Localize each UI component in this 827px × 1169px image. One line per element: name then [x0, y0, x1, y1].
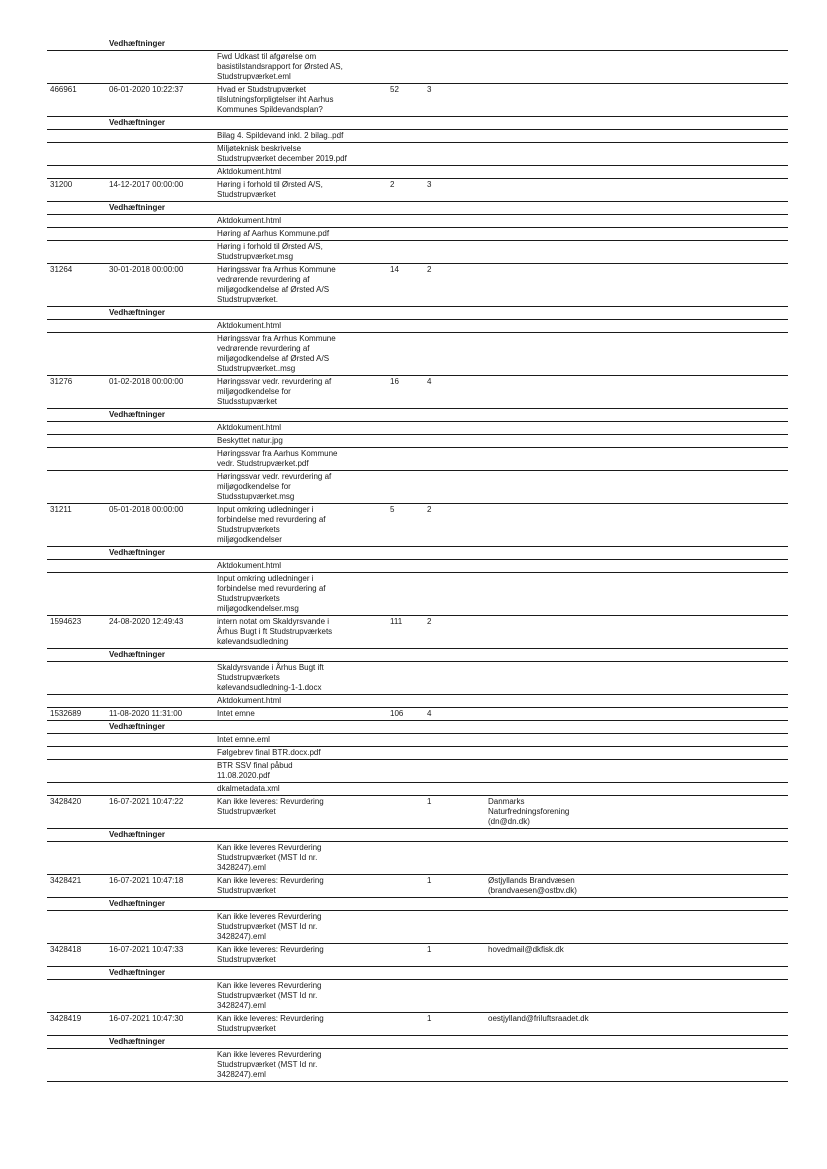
- record-page-count: 16: [390, 377, 399, 386]
- record-date: 06-01-2020 10:22:37: [109, 85, 184, 94]
- attachment-file-row: [47, 471, 788, 504]
- record-date: 14-12-2017 00:00:00: [109, 180, 184, 189]
- attachment-file-row: [47, 143, 788, 166]
- record-row: [47, 84, 788, 117]
- attachments-header-row: [47, 547, 788, 560]
- record-date: 01-02-2018 00:00:00: [109, 377, 184, 386]
- attachments-header-row: [47, 409, 788, 422]
- attachment-file-name: Høringssvar fra Arrhus Kommune vedrørende revurdering af miljøgodkendelse af Ørsted A/S Studstrupværket..msg: [217, 334, 336, 373]
- record-attachment-count: 3: [427, 85, 432, 94]
- record-id: 1594623: [50, 617, 82, 626]
- record-page-count: 111: [390, 617, 403, 626]
- attachments-label: Vedhæftninger: [109, 410, 166, 419]
- attachments-header-row: [47, 721, 788, 734]
- attachments-label: Vedhæftninger: [109, 118, 166, 127]
- attachment-file-name: Skaldyrsvande i Århus Bugt ift Studstrupværkets kølevandsudledning-1-1.docx: [217, 663, 324, 692]
- attachment-file-name: Aktdokument.html: [217, 216, 282, 225]
- attachment-file-row: [47, 241, 788, 264]
- attachments-label: Vedhæftninger: [109, 1037, 166, 1046]
- record-id: 31276: [50, 377, 73, 386]
- record-page-count: 106: [390, 709, 404, 718]
- record-date: 24-08-2020 12:49:43: [109, 617, 184, 626]
- attachments-label: Vedhæftninger: [109, 39, 166, 48]
- attachment-file-name: dkalmetadata.xml: [217, 784, 280, 793]
- record-id: 3428420: [50, 797, 82, 806]
- attachment-file-row: [47, 228, 788, 241]
- attachment-file-row: [47, 573, 788, 616]
- attachment-file-row: [47, 662, 788, 695]
- record-row: [47, 264, 788, 307]
- attachment-file-row: [47, 747, 788, 760]
- attachment-file-name: Høring i forhold til Ørsted A/S, Studstrupværket.msg: [217, 242, 323, 261]
- attachments-label: Vedhæftninger: [109, 722, 166, 731]
- attachment-file-row: [47, 448, 788, 471]
- attachments-header-row: [47, 898, 788, 911]
- record-date: 16-07-2021 10:47:22: [109, 797, 184, 806]
- attachments-label: Vedhæftninger: [109, 830, 166, 839]
- attachment-file-row: [47, 422, 788, 435]
- record-row: [47, 708, 788, 721]
- record-title: Hvad er Studstrupværket tilslutningsforpligtelser iht Aarhus Kommunes Spildevandsplan?: [217, 85, 334, 114]
- attachment-file-name: Høring af Aarhus Kommune.pdf: [217, 229, 330, 238]
- record-attachment-count: 2: [427, 265, 432, 274]
- attachment-file-name: Følgebrev final BTR.docx.pdf: [217, 748, 321, 757]
- record-date: 30-01-2018 00:00:00: [109, 265, 184, 274]
- record-attachment-count: 4: [427, 377, 432, 386]
- record-title: intern notat om Skaldyrsvande i Århus Bugt i ft Studstrupværkets kølevandsudledning: [217, 617, 333, 646]
- attachments-header-row: [47, 117, 788, 130]
- attachment-file-row: [47, 560, 788, 573]
- record-title: Intet emne: [217, 709, 255, 718]
- attachment-file-name: Aktdokument.html: [217, 321, 282, 330]
- attachment-file-name: Aktdokument.html: [217, 561, 282, 570]
- attachment-file-name: Aktdokument.html: [217, 167, 282, 176]
- attachments-label: Vedhæftninger: [109, 968, 166, 977]
- attachment-file-row: [47, 333, 788, 376]
- attachments-header-row: [47, 967, 788, 980]
- attachments-header-row: [47, 307, 788, 320]
- attachment-file-name: Miljøteknisk beskrivelse Studstrupværket december 2019.pdf: [217, 144, 347, 163]
- record-row: [47, 944, 788, 967]
- record-title: Høringssvar fra Arrhus Kommune vedrørende revurdering af miljøgodkendelse af Ørsted A/S Studstrupværket.: [217, 265, 336, 304]
- attachments-label: Vedhæftninger: [109, 548, 166, 557]
- attachment-file-row: [47, 842, 788, 875]
- record-page-count: 2: [390, 180, 395, 189]
- record-row: [47, 179, 788, 202]
- attachment-file-name: Høringssvar vedr. revurdering af miljøgodkendelse for Studsstupværket.msg: [217, 472, 332, 501]
- record-attachment-count: 2: [427, 617, 432, 626]
- record-id: 31211: [50, 505, 72, 514]
- attachment-file-name: BTR SSV final påbud 11.08.2020.pdf: [217, 761, 293, 780]
- attachment-file-row: [47, 734, 788, 747]
- record-attachment-count: 1: [427, 797, 432, 806]
- record-recipient: Danmarks Naturfredningsforening (dn@dn.dk): [488, 797, 570, 826]
- record-id: 31264: [50, 265, 73, 274]
- record-recipient: oestjylland@friluftsraadet.dk: [488, 1014, 589, 1023]
- attachment-file-row: [47, 51, 788, 84]
- attachments-header-row: [47, 38, 788, 51]
- attachment-file-name: Fwd Udkast til afgørelse om basistilstandsrapport for Ørsted AS, Studstrupværket.eml: [217, 52, 343, 81]
- attachment-file-name: Høringssvar fra Aarhus Kommune vedr. Studstrupværket.pdf: [217, 449, 338, 468]
- attachments-header-row: [47, 202, 788, 215]
- attachment-file-row: [47, 911, 788, 944]
- record-attachment-count: 4: [427, 709, 432, 718]
- record-row: [47, 1013, 788, 1036]
- record-title: Input omkring udledninger i forbindelse med revurdering af Studstrupværkets miljøgodkendelser: [217, 505, 326, 544]
- attachments-label: Vedhæftninger: [109, 203, 166, 212]
- record-title: Kan ikke leveres: Revurdering Studstrupværket: [217, 876, 324, 895]
- record-row: [47, 376, 788, 409]
- record-id: 466961: [50, 85, 77, 94]
- attachment-file-row: [47, 320, 788, 333]
- record-row: [47, 875, 788, 898]
- attachment-file-row: [47, 215, 788, 228]
- record-id: 3428418: [50, 945, 82, 954]
- record-id: 3428419: [50, 1014, 82, 1023]
- record-date: 16-07-2021 10:47:33: [109, 945, 184, 954]
- attachment-file-name: Kan ikke leveres Revurdering Studstrupværket (MST Id nr. 3428247).eml: [217, 1050, 322, 1079]
- attachment-file-name: Beskyttet natur.jpg: [217, 436, 283, 445]
- attachment-file-row: [47, 166, 788, 179]
- record-title: Høringssvar vedr. revurdering af miljøgodkendelse for Studsstupværket: [217, 377, 332, 406]
- record-title: Kan ikke leveres: Revurdering Studstrupværket: [217, 797, 324, 816]
- record-id: 31200: [50, 180, 73, 189]
- attachment-file-name: Intet emne.eml: [217, 735, 270, 744]
- attachment-file-row: [47, 1049, 788, 1082]
- attachment-file-name: Kan ikke leveres Revurdering Studstrupværket (MST Id nr. 3428247).eml: [217, 912, 322, 941]
- record-attachment-count: 1: [427, 876, 432, 885]
- record-page-count: 14: [390, 265, 399, 274]
- attachment-file-name: Input omkring udledninger i forbindelse med revurdering af Studstrupværkets miljøgodkendelser.msg: [217, 574, 326, 613]
- record-date: 16-07-2021 10:47:30: [109, 1014, 184, 1023]
- record-attachment-count: 1: [427, 945, 432, 954]
- record-row: [47, 504, 788, 547]
- record-recipient: hovedmail@dkfisk.dk: [488, 945, 564, 954]
- record-date: 11-08-2020 11:31:00: [109, 709, 183, 718]
- record-attachment-count: 3: [427, 180, 432, 189]
- attachments-label: Vedhæftninger: [109, 899, 166, 908]
- attachment-file-row: [47, 130, 788, 143]
- record-title: Høring i forhold til Ørsted A/S, Studstrupværket: [217, 180, 323, 199]
- attachment-file-name: Kan ikke leveres Revurdering Studstrupværket (MST Id nr. 3428247).eml: [217, 981, 322, 1010]
- attachment-file-row: [47, 980, 788, 1013]
- record-title: Kan ikke leveres: Revurdering Studstrupværket: [217, 945, 324, 964]
- record-id: 1532689: [50, 709, 82, 718]
- record-recipient: Østjyllands Brandvæsen (brandvaesen@ostbv.dk): [488, 876, 577, 895]
- record-attachment-count: 2: [427, 505, 432, 514]
- attachments-label: Vedhæftninger: [109, 650, 166, 659]
- attachment-file-name: Aktdokument.html: [217, 423, 282, 432]
- record-date: 05-01-2018 00:00:00: [109, 505, 184, 514]
- record-page-count: 52: [390, 85, 399, 94]
- record-row: [47, 616, 788, 649]
- record-row: [47, 796, 788, 829]
- record-attachment-count: 1: [427, 1014, 432, 1023]
- attachment-file-row: [47, 783, 788, 796]
- record-date: 16-07-2021 10:47:18: [109, 876, 184, 885]
- attachment-file-row: [47, 695, 788, 708]
- attachments-header-row: [47, 829, 788, 842]
- attachment-file-name: Aktdokument.html: [217, 696, 282, 705]
- attachments-label: Vedhæftninger: [109, 308, 166, 317]
- record-id: 3428421: [50, 876, 82, 885]
- attachment-file-row: [47, 760, 788, 783]
- record-title: Kan ikke leveres: Revurdering Studstrupværket: [217, 1014, 324, 1033]
- attachment-file-name: Bilag 4. Spildevand inkl. 2 bilag..pdf: [217, 131, 344, 140]
- record-page-count: 5: [390, 505, 395, 514]
- document-table: [47, 38, 788, 1082]
- attachments-header-row: [47, 649, 788, 662]
- attachments-header-row: [47, 1036, 788, 1049]
- attachment-file-name: Kan ikke leveres Revurdering Studstrupværket (MST Id nr. 3428247).eml: [217, 843, 322, 872]
- attachment-file-row: [47, 435, 788, 448]
